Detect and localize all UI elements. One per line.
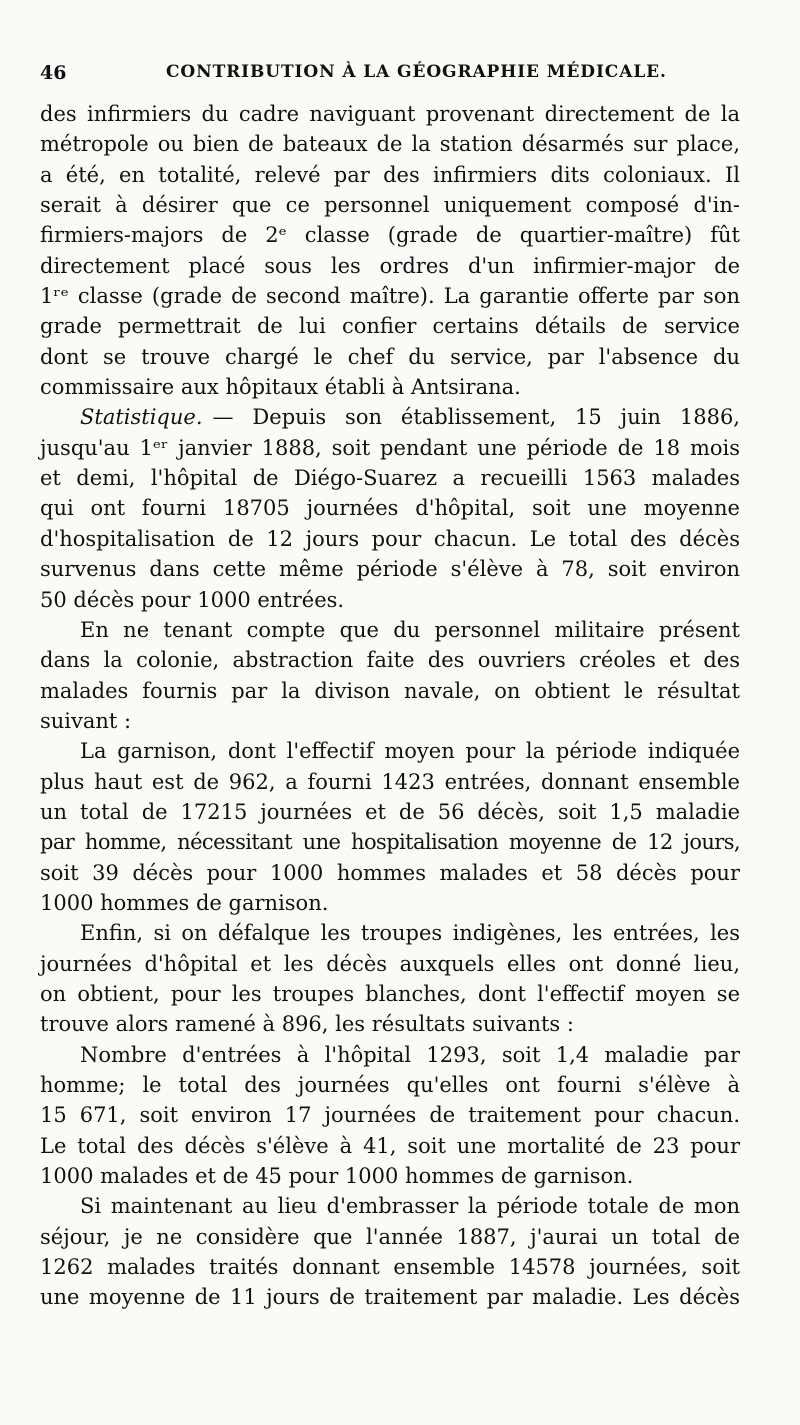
text-line: une moyenne de 11 jours de traitement par maladie. Les décès (40, 1285, 740, 1310)
text-line: et demi, l'hôpital de Diégo-Suarez a recueilli 1563 malades (40, 466, 740, 491)
text-line: jusqu'au 1ᵉʳ janvier 1888, soit pendant une période de 18 mois (40, 435, 740, 460)
text-line: des infirmiers du cadre naviguant provenant directement de la (40, 102, 740, 126)
text-line: d'hospitalisation de 12 jours pour chacun. Le total des décès (40, 526, 740, 551)
statistique-paragraph-line (40, 402, 740, 432)
text-line: serait à désirer que ce personnel uniquement composé d'in- (40, 193, 740, 218)
text-line: dans la colonie, abstraction faite des ouvriers créoles et des (40, 648, 740, 673)
text-line: 1000 malades et de 45 pour 1000 hommes de garnison. (40, 1164, 634, 1189)
text-line: 50 décès pour 1000 entrées. (40, 587, 345, 612)
text-line: a été, en totalité, relevé par des infirmiers dits coloniaux. Il (40, 162, 740, 187)
text-line: — Depuis son établissement, 15 juin 1886, (212, 405, 740, 430)
text-line: qui ont fourni 18705 journées d'hôpital, soit une moyenne (40, 496, 740, 521)
text-line: 1000 hommes de garnison. (40, 890, 329, 915)
text-line: 1262 malades traités donnant ensemble 14578 journées, soit (40, 1255, 740, 1280)
text-line: suivant : (40, 708, 132, 733)
text-line: Le total des décès s'élève à 41, soit une mortalité de 23 pour (40, 1133, 740, 1158)
text-line: En ne tenant compte que du personnel militaire présent (80, 617, 740, 642)
statistique-heading: Statistique. (80, 405, 203, 430)
text-line: dont se trouve chargé le chef du service, par l'absence du (40, 344, 740, 369)
text-line: Enfin, si on défalque les troupes indigènes, les entrées, les (80, 921, 740, 946)
text-line: survenus dans cette même période s'élève à 78, soit environ (40, 557, 740, 582)
page-number: 46 (40, 62, 67, 84)
text-line: 15 671, soit environ 17 journées de traitement pour chacun. (40, 1103, 740, 1128)
text-line: par homme, nécessitant une hospitalisation moyenne de 12 jours, (40, 830, 740, 855)
text-line: grade permettrait de lui confier certains détails de service (40, 314, 740, 339)
text-line: Nombre d'entrées à l'hôpital 1293, soit 1,4 maladie par (80, 1042, 740, 1067)
text-line: malades fournis par la divison navale, on obtient le résultat (40, 678, 740, 703)
text-line: on obtient, pour les troupes blanches, dont l'effectif moyen se (40, 981, 740, 1006)
running-title: CONTRIBUTION À LA GÉOGRAPHIE MÉDICALE. (166, 62, 667, 82)
text-line: firmiers-majors de 2ᵉ classe (grade de quartier-maître) fût (40, 223, 740, 248)
text-line: directement placé sous les ordres d'un infirmier-major de (40, 253, 740, 278)
text-line: plus haut est de 962, a fourni 1423 entrées, donnant ensemble (40, 769, 740, 794)
text-line: homme; le total des journées qu'elles ont fourni s'élève à (40, 1073, 740, 1097)
text-line: journées d'hôpital et les décès auxquels elles ont donné lieu, (40, 951, 740, 976)
text-line: séjour, je ne considère que l'année 1887, j'aurai un total de (40, 1224, 740, 1249)
text-line: commissaire aux hôpitaux établi à Antsirana. (40, 375, 521, 400)
text-line: trouve alors ramené à 896, les résultats suivants : (40, 1012, 574, 1037)
page-header (40, 62, 740, 86)
text-line: métropole ou bien de bateaux de la station désarmés sur place, (40, 132, 740, 157)
text-line: 1ʳᵉ classe (grade de second maître). La garantie offerte par son (40, 284, 740, 309)
text-line: Si maintenant au lieu d'embrasser la période totale de mon (80, 1194, 740, 1219)
text-line: un total de 17215 journées et de 56 décès, soit 1,5 maladie (40, 799, 740, 824)
text-line: soit 39 décès pour 1000 hommes malades et 58 décès pour (40, 860, 740, 885)
text-line: La garnison, dont l'effectif moyen pour la période indiquée (80, 739, 740, 764)
body-text (40, 99, 740, 1313)
